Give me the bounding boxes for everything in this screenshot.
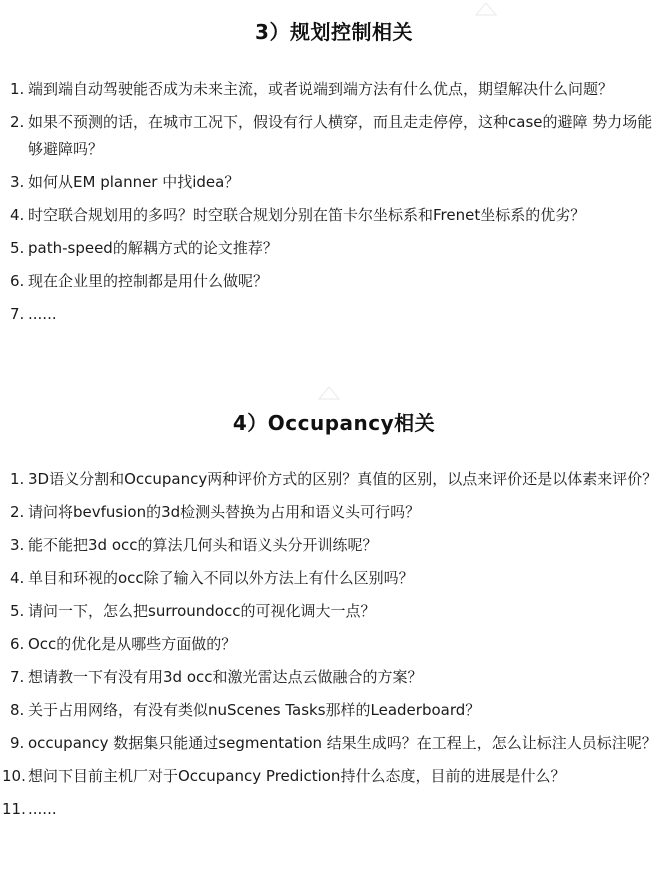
item-text: 能不能把3d occ的算法几何头和语义头分开训练呢？ xyxy=(28,536,378,554)
item-text: 如果不预测的话，在城市工况下，假设有行人横穿，而且走走停停，这种case的避障 势力场能够避障吗？ xyxy=(28,113,653,158)
list-item xyxy=(0,301,668,328)
item-text: 请问将bevfusion的3d检测头替换为占用和语义头可行吗？ xyxy=(28,503,421,521)
item-text: 关于占用网络，有没有类似nuScenes Tasks那样的Leaderboard？ xyxy=(28,701,481,719)
section-planning-control xyxy=(0,16,668,45)
item-number: 8. xyxy=(10,701,25,719)
list-item xyxy=(0,631,668,658)
list-item xyxy=(0,697,668,724)
list-item xyxy=(0,598,668,625)
item-number: 4. xyxy=(10,569,25,587)
item-number: 6. xyxy=(10,635,25,653)
section-title: 4）Occupancy相关 xyxy=(232,411,436,435)
item-text: Occ的优化是从哪些方面做的？ xyxy=(28,635,237,653)
item-text: 时空联合规划用的多吗？时空联合规划分别在笛卡尔坐标系和Frenet坐标系的优劣？ xyxy=(28,206,586,224)
list-item xyxy=(0,202,668,229)
list-item xyxy=(0,235,668,262)
item-text: 请问一下，怎么把surroundocc的可视化调大一点？ xyxy=(28,602,376,620)
item-number: 2. xyxy=(10,503,25,521)
list-item xyxy=(0,532,668,559)
item-number: 3. xyxy=(10,536,25,554)
list-item xyxy=(0,730,668,757)
item-number: 5. xyxy=(10,239,25,257)
item-text: ...... xyxy=(28,800,57,818)
item-text: 想请教一下有没有用3d occ和激光雷达点云做融合的方案？ xyxy=(28,668,423,686)
item-number: 4. xyxy=(10,206,25,224)
list-item xyxy=(0,109,668,163)
watermark-icon xyxy=(318,386,340,400)
section-planning-control-list xyxy=(0,76,668,334)
item-text: 端到端自动驾驶能否成为未来主流，或者说端到端方法有什么优点，期望解决什么问题？ xyxy=(28,80,614,98)
item-text: 3D语义分割和Occupancy两种评价方式的区别？真值的区别，以点来评价还是以体素来评价？ xyxy=(28,470,658,488)
question-list xyxy=(0,466,668,823)
item-text: 如何从EM planner 中找idea？ xyxy=(28,173,240,191)
item-number: 7. xyxy=(10,305,25,323)
item-number: 11. xyxy=(2,800,26,818)
list-item xyxy=(0,664,668,691)
section-occupancy-list xyxy=(0,466,668,829)
item-number: 6. xyxy=(10,272,25,290)
item-number: 10. xyxy=(2,767,26,785)
item-number: 1. xyxy=(10,470,25,488)
item-text: 现在企业里的控制都是用什么做呢？ xyxy=(28,272,269,290)
item-text: occupancy 数据集只能通过segmentation 结果生成吗？在工程上，怎么让标注人员标注呢？ xyxy=(28,734,657,752)
list-item xyxy=(0,796,668,823)
section-title: 3）规划控制相关 xyxy=(255,20,413,44)
list-item xyxy=(0,268,668,295)
item-number: 1. xyxy=(10,80,25,98)
item-number: 3. xyxy=(10,173,25,191)
item-number: 9. xyxy=(10,734,25,752)
list-item xyxy=(0,76,668,103)
question-list xyxy=(0,76,668,328)
item-text: 想问下目前主机厂对于Occupancy Prediction持什么态度，目前的进展是什么？ xyxy=(28,767,566,785)
item-number: 7. xyxy=(10,668,25,686)
item-text: path-speed的解耦方式的论文推荐？ xyxy=(28,239,278,257)
list-item xyxy=(0,466,668,493)
watermark-icon xyxy=(475,2,497,16)
item-number: 5. xyxy=(10,602,25,620)
item-text: 单目和环视的occ除了输入不同以外方法上有什么区别吗？ xyxy=(28,569,414,587)
section-occupancy xyxy=(0,407,668,436)
item-number: 2. xyxy=(10,113,25,131)
item-text: ...... xyxy=(28,305,57,323)
list-item xyxy=(0,763,668,790)
list-item xyxy=(0,565,668,592)
list-item xyxy=(0,499,668,526)
list-item xyxy=(0,169,668,196)
